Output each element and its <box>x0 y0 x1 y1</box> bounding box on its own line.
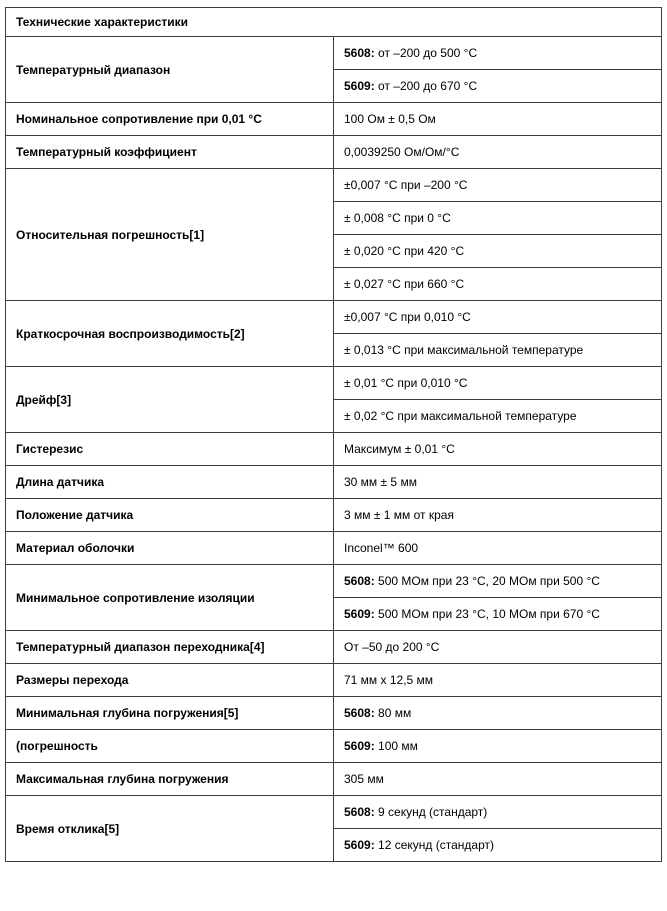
spec-value: 71 мм x 12,5 мм <box>334 664 662 697</box>
spec-value: ±0,007 °C при –200 °C <box>334 169 662 202</box>
spec-label: Относительная погрешность[1] <box>6 169 334 301</box>
spec-label: Материал оболочки <box>6 532 334 565</box>
spec-row <box>6 532 662 565</box>
spec-value: 305 мм <box>334 763 662 796</box>
spec-row <box>6 103 662 136</box>
spec-row <box>6 565 662 598</box>
spec-label: Гистерезис <box>6 433 334 466</box>
spec-label: Температурный диапазон <box>6 37 334 103</box>
spec-value: ± 0,020 °C при 420 °C <box>334 235 662 268</box>
spec-value: 5609: от –200 до 670 °C <box>334 70 662 103</box>
spec-row <box>6 499 662 532</box>
spec-value: Inconel™ 600 <box>334 532 662 565</box>
spec-label: Положение датчика <box>6 499 334 532</box>
spec-value: Максимум ± 0,01 °C <box>334 433 662 466</box>
table-title: Технические характеристики <box>6 8 662 37</box>
model-number: 5609: <box>344 739 379 753</box>
spec-value: ± 0,027 °C при 660 °C <box>334 268 662 301</box>
spec-value: 0,0039250 Ом/Ом/°C <box>334 136 662 169</box>
spec-value: 5609: 100 мм <box>334 730 662 763</box>
spec-label: Минимальная глубина погружения[5] <box>6 697 334 730</box>
model-number: 5609: <box>344 79 379 93</box>
spec-row <box>6 136 662 169</box>
spec-row <box>6 763 662 796</box>
spec-row <box>6 433 662 466</box>
spec-value: 5609: 500 МОм при 23 °C, 10 МОм при 670 °C <box>334 598 662 631</box>
spec-row <box>6 169 662 202</box>
specs-table-body <box>6 8 662 862</box>
spec-label: Время отклика[5] <box>6 796 334 862</box>
spec-row <box>6 301 662 334</box>
spec-row <box>6 37 662 70</box>
model-number: 5609: <box>344 607 379 621</box>
spec-value: 5609: 12 секунд (стандарт) <box>334 829 662 862</box>
spec-value: 5608: 80 мм <box>334 697 662 730</box>
spec-value: ± 0,013 °C при максимальной температуре <box>334 334 662 367</box>
spec-label: Дрейф[3] <box>6 367 334 433</box>
spec-value: 5608: 9 секунд (стандарт) <box>334 796 662 829</box>
model-number: 5608: <box>344 574 379 588</box>
model-number: 5608: <box>344 706 379 720</box>
spec-label: Минимальное сопротивление изоляции <box>6 565 334 631</box>
spec-label: Температурный диапазон переходника[4] <box>6 631 334 664</box>
model-number: 5609: <box>344 838 379 852</box>
spec-row <box>6 367 662 400</box>
model-number: 5608: <box>344 46 379 60</box>
spec-label: (погрешность <box>6 730 334 763</box>
spec-value: 5608: 500 МОм при 23 °C, 20 МОм при 500 °C <box>334 565 662 598</box>
spec-value: 100 Ом ± 0,5 Ом <box>334 103 662 136</box>
spec-value: ± 0,02 °C при максимальной температуре <box>334 400 662 433</box>
table-title-row <box>6 8 662 37</box>
spec-value: 5608: от –200 до 500 °C <box>334 37 662 70</box>
specs-table <box>5 7 662 862</box>
spec-value: От –50 до 200 °C <box>334 631 662 664</box>
spec-label: Краткосрочная воспроизводимость[2] <box>6 301 334 367</box>
spec-label: Размеры перехода <box>6 664 334 697</box>
spec-row <box>6 730 662 763</box>
spec-row <box>6 664 662 697</box>
spec-label: Максимальная глубина погружения <box>6 763 334 796</box>
spec-label: Температурный коэффициент <box>6 136 334 169</box>
model-number: 5608: <box>344 805 379 819</box>
spec-value: 3 мм ± 1 мм от края <box>334 499 662 532</box>
spec-value: ± 0,01 °C при 0,010 °C <box>334 367 662 400</box>
spec-value: 30 мм ± 5 мм <box>334 466 662 499</box>
spec-row <box>6 697 662 730</box>
spec-value: ± 0,008 °C при 0 °C <box>334 202 662 235</box>
spec-label: Длина датчика <box>6 466 334 499</box>
spec-label: Номинальное сопротивление при 0,01 °C <box>6 103 334 136</box>
spec-row <box>6 631 662 664</box>
spec-row <box>6 796 662 829</box>
spec-row <box>6 466 662 499</box>
spec-value: ±0,007 °C при 0,010 °C <box>334 301 662 334</box>
